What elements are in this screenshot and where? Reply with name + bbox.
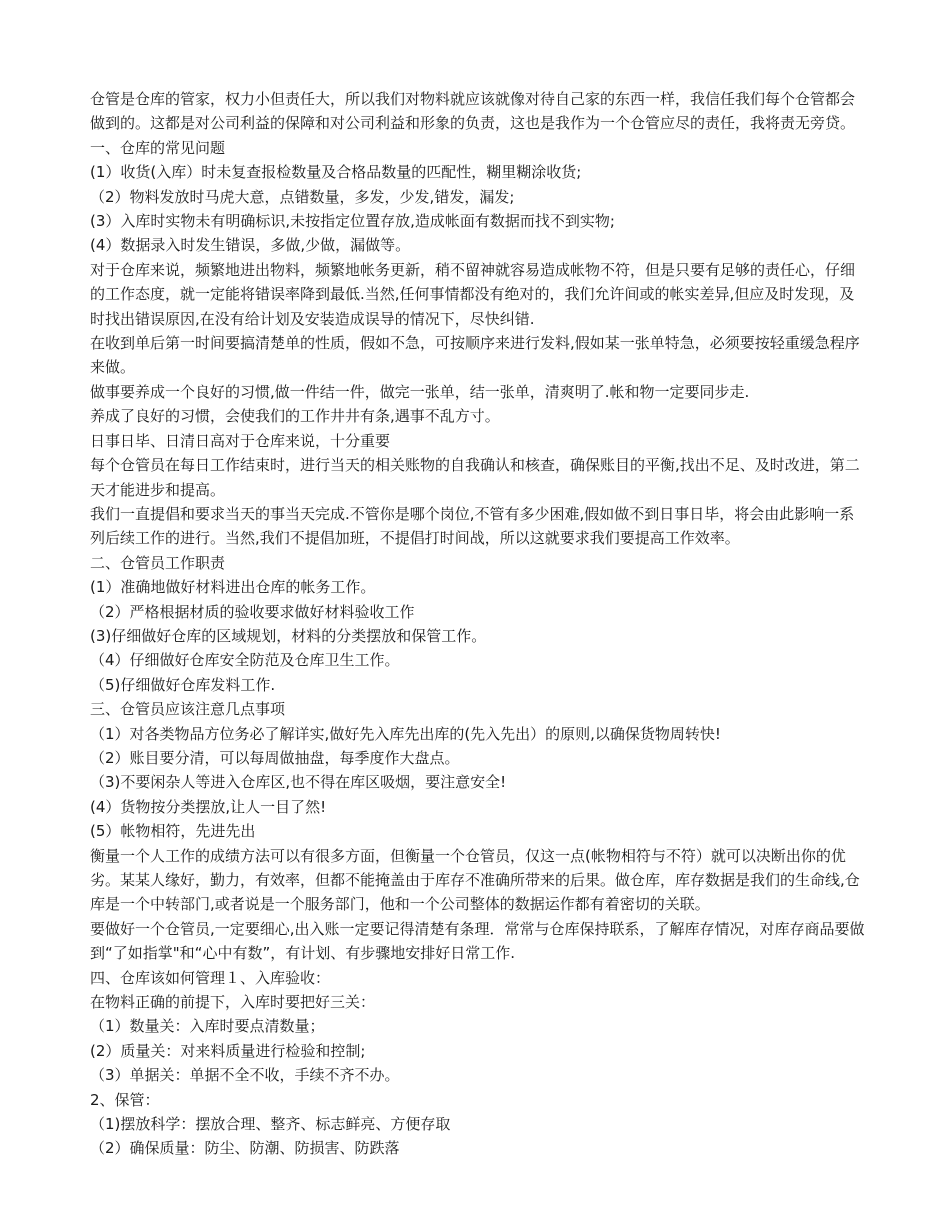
list-item: (3)仔细做好仓库的区域规划，材料的分类摆放和保管工作。 bbox=[90, 626, 487, 645]
list-item: （2）确保质量：防尘、防潮、防损害、防跌落 bbox=[90, 1139, 400, 1158]
paragraph: 日事日毕、日清日高对于仓库来说，十分重要 bbox=[90, 431, 391, 450]
list-item: (2）质量关：对来料质量进行检验和控制; bbox=[90, 1041, 366, 1060]
paragraph: 每个仓管员在每日工作结束时，进行当天的相关账物的自我确认和核查，确保账目的平衡,找出不足、及时改进，第二天才能进步和提高。 bbox=[90, 456, 860, 499]
paragraph: 我们一直提倡和要求当天的事当天完成.不管你是哪个岗位,不管有多少困难,假如做不到日事日毕，将会由此影响一系列后续工作的进行。当然,我们不提倡加班，不提倡打时间战，所以这就要求我们要提高工作效率。 bbox=[90, 504, 855, 548]
paragraph: 在收到单后第一时间要搞清楚单的性质，假如不急，可按顺序来进行发料,假如某一张单特急，必须要按轻重缓急程序来做。 bbox=[90, 334, 860, 377]
list-item: (3）入库时实物未有明确标识,未按指定位置存放,造成帐面有数据而找不到实物; bbox=[90, 212, 615, 231]
paragraph: 在物料正确的前提下，入库时要把好三关： bbox=[90, 993, 376, 1012]
list-item: （1）对各类物品方位务必了解详实,做好先入库先出库的(先入先出）的原则,以确保货物周转快! bbox=[90, 724, 721, 743]
list-item: (1）收货(入库）时未复查报检数量及合格品数量的匹配性，糊里糊涂收货; bbox=[90, 163, 582, 182]
list-item: （2）严格根据材质的验收要求做好材料验收工作 bbox=[90, 602, 415, 621]
paragraph: 养成了良好的习惯，会使我们的工作井井有条,遇事不乱方寸。 bbox=[90, 407, 500, 426]
section-heading: 二、仓管员工作职责 bbox=[90, 553, 226, 572]
section-heading: 四、仓库该如何管理１、入库验收： bbox=[90, 968, 331, 987]
list-item: （2）物料发放时马虎大意，点错数量，多发，少发,错发，漏发; bbox=[90, 187, 515, 206]
list-item: （5)仔细做好仓库发料工作. bbox=[90, 675, 276, 694]
list-item: （3）单据关：单据不全不收，手续不齐不办。 bbox=[90, 1066, 400, 1085]
section-heading: 一、仓库的常见问题 bbox=[90, 138, 226, 157]
list-item: (5）帐物相符，先进先出 bbox=[90, 822, 256, 841]
paragraph: 衡量一个人工作的成绩方法可以有很多方面，但衡量一个仓管员，仅这一点(帐物相符与不符）就可以决断出你的优劣。某某人缘好，勤力，有效率，但都不能掩盖由于库存不准确所带来的后果。做仓库，库存数据是我们的生命线,仓库是一个中转部门,或者说是一个服务部门，他和一个公司整体的数据运作都有着密切的关联。 bbox=[90, 846, 860, 914]
paragraph: 做事要养成一个良好的习惯,做一件结一件，做完一张单，结一张单，清爽明了.帐和物一定要同步走. bbox=[90, 382, 750, 401]
list-item: (4）数据录入时发生错误，多做,少做，漏做等。 bbox=[90, 236, 411, 255]
list-item: （1）数量关：入库时要点清数量； bbox=[90, 1017, 325, 1036]
section-heading: 三、仓管员应该注意几点事项 bbox=[90, 700, 286, 719]
document-body bbox=[90, 87, 865, 1161]
list-item: （2）账目要分清，可以每周做抽盘，每季度作大盘点。 bbox=[90, 748, 460, 767]
sub-heading: 2、保管： bbox=[90, 1090, 160, 1109]
list-item: (1）准确地做好材料进出仓库的帐务工作。 bbox=[90, 578, 376, 597]
list-item: （1)摆放科学：摆放合理、整齐、标志鲜亮、方便存取 bbox=[90, 1115, 451, 1134]
paragraph: 要做好一个仓管员,一定要细心,出入账一定要记得清楚有条理．常常与仓库保持联系，了解库存情况，对库存商品要做到“了如指掌"和“心中有数”，有计划、有步骤地安排好日常工作. bbox=[90, 919, 865, 963]
paragraph: 仓管是仓库的管家，权力小但责任大，所以我们对物料就应该就像对待自己家的东西一样，我信任我们每个仓管都会做到的。这都是对公司利益的保障和对公司利益和形象的负责，这也是我作为一个仓管应尽的责任，我将责无旁贷。 bbox=[90, 90, 856, 133]
paragraph: 对于仓库来说，频繁地进出物料，频繁地帐务更新，稍不留神就容易造成帐物不符，但是只要有足够的责任心，仔细的工作态度，就一定能将错误率降到最低.当然,任何事情都没有绝对的，我们允许间或的帐实差异,但应及时发现，及时找出错误原因,在没有给计划及安装造成误导的情况下，尽快纠错. bbox=[90, 260, 856, 328]
list-item: （3)不要闲杂人等进入仓库区,也不得在库区吸烟，要注意安全! bbox=[90, 773, 507, 792]
list-item: (4）货物按分类摆放,让人一目了然! bbox=[90, 797, 327, 816]
list-item: （4）仔细做好仓库安全防范及仓库卫生工作。 bbox=[90, 651, 400, 670]
